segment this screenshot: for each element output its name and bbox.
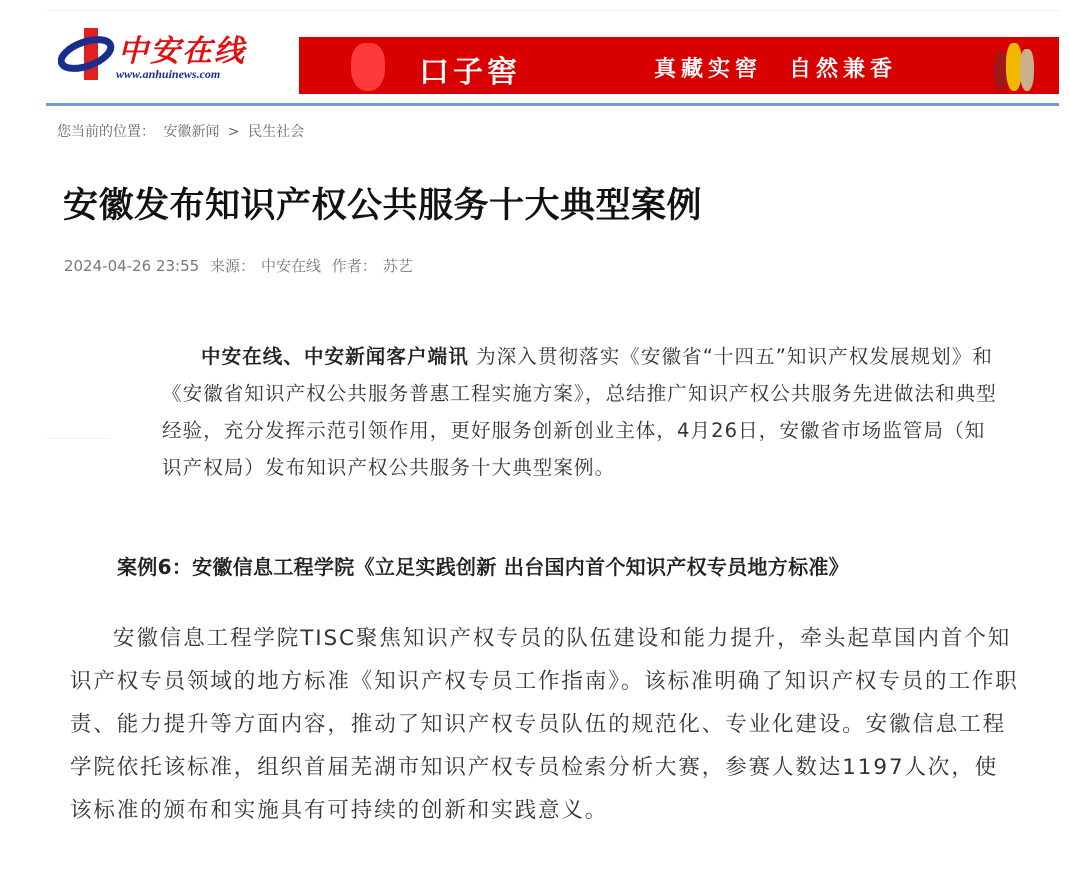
author: 苏艺 — [382, 257, 413, 275]
source: 中安在线 — [260, 257, 321, 275]
site-logo[interactable] — [58, 24, 258, 86]
breadcrumb-label: 您当前的位置： — [57, 124, 155, 140]
lead-text: 为深入贯彻落实《安徽省“十四五”知识产权发展规划》和《安徽省知识产权公共服务普惠工程实施方案》，总结推广知识产权公共服务先进做法和典型经验，充分发挥示范引领作用，更好服务创新创业主体，4月26日，安徽省市场监管局（知识产权局）发布知识产权公共服务十大典型案例。 — [162, 345, 997, 479]
ad-banner[interactable] — [299, 37, 1059, 94]
ad-brand: 口子窖 — [419, 55, 521, 90]
breadcrumb-link[interactable]: 民生社会 — [248, 124, 305, 140]
article-meta — [64, 255, 419, 276]
lead-paragraph — [162, 338, 1002, 486]
breadcrumb — [57, 121, 308, 141]
bottle-icon — [351, 43, 385, 91]
breadcrumb-separator: > — [227, 124, 240, 140]
top-divider — [46, 10, 1059, 11]
ad-slogan: 真藏实窖 自然兼香 — [654, 57, 898, 82]
publish-date: 2024-04-26 23:55 — [64, 257, 200, 275]
bottle-icon — [1020, 49, 1034, 91]
breadcrumb-link[interactable]: 安徽新闻 — [163, 124, 220, 140]
lead-bold: 中安在线、中安新闻客户端讯 — [201, 345, 469, 368]
case-paragraph: 安徽信息工程学院TISC聚焦知识产权专员的队伍建设和能力提升，牵头起草国内首个知识产权专员领域的地方标准《知识产权专员工作指南》。该标准明确了知识产权专员的工作职责、能力提升等方面内容，推动了知识产权专员队伍的规范化、专业化建设。安徽信息工程学院依托该标准，组织首届芜湖市知识产权专员检索分析大赛，参赛人数达1197人次，使该标准的颁布和实施具有可持续的创新和实践意义。 — [70, 626, 1019, 823]
header-divider — [46, 103, 1059, 106]
case-heading: 案例6：安徽信息工程学院《立足实践创新 出台国内首个知识产权专员地方标准》 — [117, 555, 849, 579]
page-title: 安徽发布知识产权公共服务十大典型案例 — [63, 186, 703, 226]
globe-logo-icon — [58, 24, 118, 86]
source-label: 来源： — [209, 257, 255, 275]
logo-url: www.anhuinews.com — [116, 67, 221, 81]
author-label: 作者： — [331, 257, 377, 275]
logo-text: 中安在线 — [118, 34, 246, 69]
divider — [46, 438, 110, 439]
